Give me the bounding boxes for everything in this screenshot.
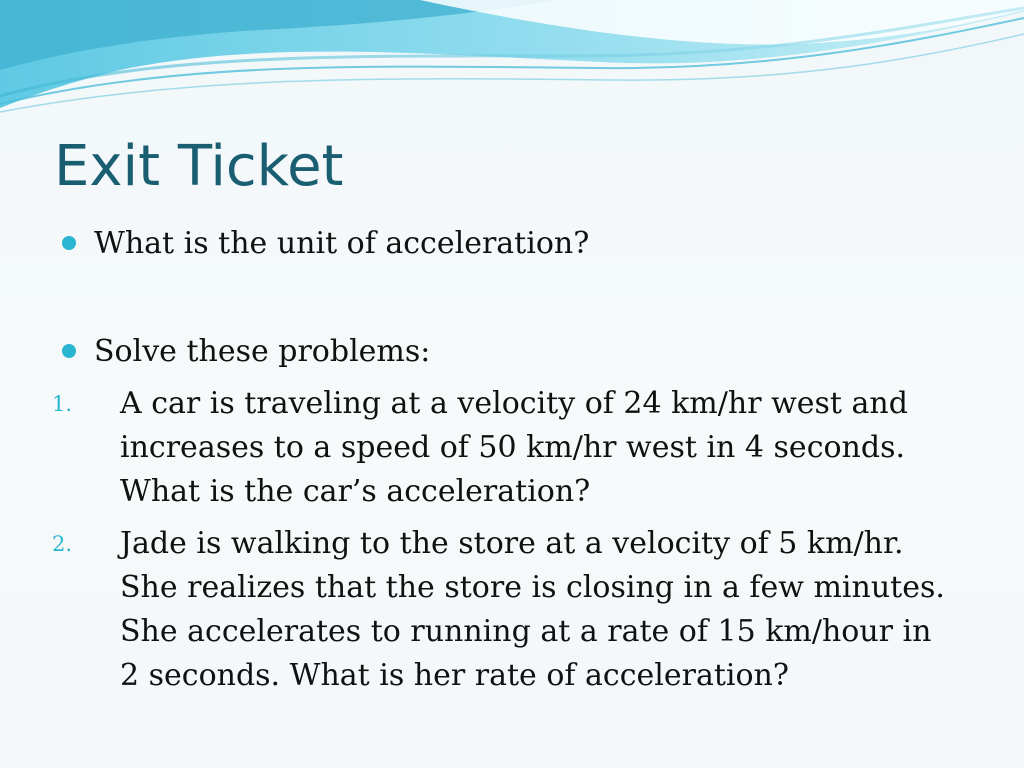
problem-text-line: Jade is walking to the store at a velocity of 5 km/hr.: [120, 526, 904, 561]
bullet-item: [60, 330, 980, 374]
bullet-text: Solve these problems:: [94, 334, 431, 369]
problem-text-line: What is the car’s acceleration?: [120, 474, 591, 509]
problem-text-line: She accelerates to running at a rate of 15 km/hour in: [120, 614, 932, 649]
bullet-dot-icon: [62, 344, 76, 358]
problem-text-line: She realizes that the store is closing in a few minutes.: [120, 570, 945, 605]
problem-number: 1.: [52, 392, 73, 416]
problem-item: [52, 522, 980, 698]
problem-number: 2.: [52, 532, 73, 556]
bullet-item: [60, 222, 980, 266]
problem-text-line: 2 seconds. What is her rate of acceleration?: [120, 658, 789, 693]
problem-text-line: A car is traveling at a velocity of 24 km/hr west and: [120, 386, 908, 421]
problem-text-line: increases to a speed of 50 km/hr west in 4 seconds.: [120, 430, 906, 465]
bullet-dot-icon: [62, 236, 76, 250]
problem-item: [52, 382, 980, 514]
problem-list: [52, 382, 980, 698]
decorative-wave-banner: [0, 0, 1024, 120]
slide-title: Exit Ticket: [54, 134, 344, 199]
slide-body: [52, 222, 980, 706]
bullet-text: What is the unit of acceleration?: [94, 226, 590, 261]
